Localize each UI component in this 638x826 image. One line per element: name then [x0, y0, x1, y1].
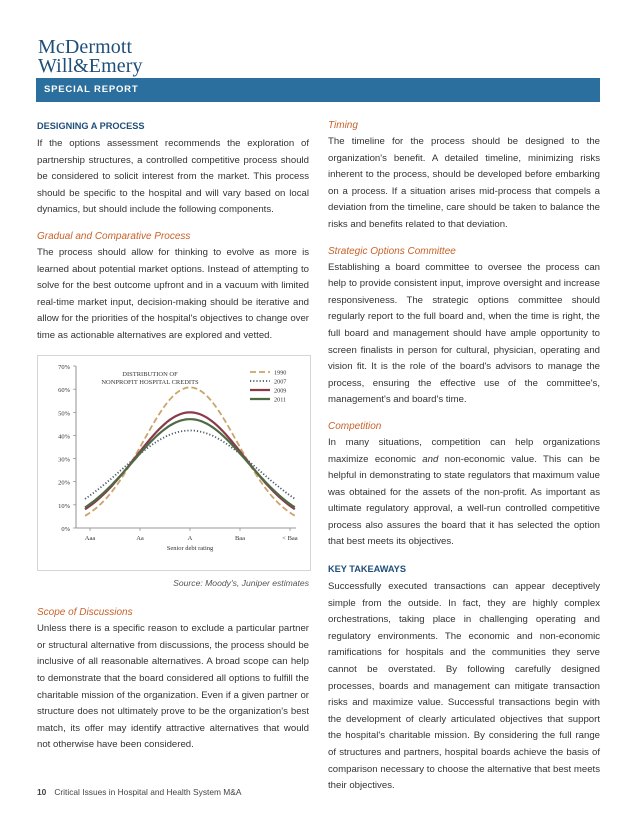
distribution-chart [38, 356, 310, 570]
key-takeaways-paragraph: Successfully executed transactions can appear deceptively simple from the outside. In fact, they are highly complex orchestrations, taking place in challenging operating and regulatory environments. The economic and non-economic ramifications for hospitals and the communities they serve cannot be overstated. By following carefully designed processes, boards and management can mitigate transaction risks and maximize value. Successful transactions begin with the development of clearly articulated objectives that support the hospital's charitable mission. By considering the full range of structures and partners, hospital boards achieve the basis of comparison necessary to choose the alternative that best meets their objectives. [328, 581, 600, 792]
x-tick-label: < Baa [282, 534, 298, 542]
figure-source: Source: Moody's, Juniper estimates [173, 577, 309, 588]
section-heading: DESIGNING A PROCESS [37, 121, 145, 131]
left-column [37, 118, 309, 764]
subheading-gradual-process: Gradual and Comparative Process [37, 230, 191, 242]
x-tick-label: A [187, 534, 193, 542]
x-axis-label: Senior debt rating [166, 544, 214, 552]
timing-paragraph: The timeline for the process should be designed to the organization's benefit. A detailed timeline, minimizing risks inherent to the process, should be developed before embarking on a process. If a situation arises mid-process that compels a deviation from the timeline, care should be taken to balance the risks and benefits related to that deviation. [328, 136, 600, 230]
intro-paragraph: If the options assessment recommends the exploration of partnership structures, a controlled competitive process should be considered to solicit interest from the market. This process should be specific to the hospital and will vary based on local dynamics, but should include the following components. [37, 138, 309, 216]
y-tick-label: 70% [58, 363, 70, 371]
legend-label-2011: 2011 [274, 396, 287, 404]
subheading-timing: Timing [328, 120, 358, 131]
y-tick-label: 60% [58, 386, 70, 394]
competition-text-a: In many situations, competition can help organizations maximize economic [328, 436, 600, 465]
chart-title-line-2: NONPROFIT HOSPITAL CREDITS [101, 378, 199, 386]
subheading-competition: Competition [328, 420, 382, 432]
logo-line-2: Will&Emery [38, 55, 143, 77]
page-number: 10 [37, 787, 47, 797]
x-tick-label: Aaa [84, 534, 96, 542]
y-tick-label: 20% [58, 479, 70, 487]
section-banner [36, 78, 600, 102]
subheading-scope: Scope of Discussions [37, 607, 133, 619]
y-tick-label: 50% [58, 409, 70, 417]
legend-label-2009: 2009 [274, 387, 287, 395]
series-line-2007 [85, 430, 295, 498]
x-tick-label: Aa [136, 534, 144, 542]
series-line-2009 [85, 412, 295, 509]
x-tick-label: Baa [234, 534, 246, 542]
competition-emphasis: and [422, 453, 439, 465]
footer-title: Critical Issues in Hospital and Health System M&A [54, 787, 242, 797]
competition-paragraph [328, 435, 600, 551]
legend-label-2007: 2007 [274, 378, 287, 386]
banner-title: SPECIAL REPORT [44, 84, 139, 95]
committee-paragraph: Establishing a board committee to oversee the process can help to provide consistent input, improve oversight and increase responsiveness. The strategic options committee should regularly report to the full board and, when the time is right, the full board and management should have ample opportunity to screen finalists in person for cultural, physician, operating and vision fit. It is the role of the board's advisors to manage the process, ensuring the effective use of the committee's, management's and board's time. [328, 261, 600, 406]
series-line-1990 [85, 387, 295, 515]
chart-figure [37, 355, 311, 571]
subheading-committee: Strategic Options Committee [328, 245, 456, 257]
y-tick-label: 0% [61, 525, 70, 533]
right-column [328, 118, 600, 805]
y-tick-label: 30% [58, 456, 70, 464]
y-tick-label: 40% [58, 432, 70, 440]
key-takeaways-heading: KEY TAKEAWAYS [328, 564, 406, 575]
y-tick-label: 10% [58, 502, 70, 510]
legend-label-1990: 1990 [274, 369, 287, 377]
gradual-process-paragraph: The process should allow for thinking to evolve as more is learned about potential market options. Instead of attempting to solve for the best outcome upfront and in a vacuum with limited real-time market input, decision-making should be iterative and allow for the priorities of the hospital's objectives to change over time as actionable alternatives are explored and vetted. [37, 246, 309, 341]
company-logo [38, 38, 143, 76]
logo-line-1: McDermott [38, 36, 133, 58]
scope-paragraph: Unless there is a specific reason to exclude a particular partner or structural alternative from discussions, the process should be inclusive of all reasonable alternatives. A broad scope can help to demonstrate that the board considered all options to fulfill the charitable mission of the organization. Even if a given partner or structure does not ultimately prove to be the organization's best match, its offer may identify attractive alternatives that would not otherwise have been considered. [37, 623, 309, 751]
page-footer [37, 787, 241, 797]
chart-title-line-1: DISTRIBUTION OF [122, 370, 178, 378]
series-line-2011 [85, 419, 295, 507]
competition-text-b: non-economic value. This can be helpful in demonstrating to state regulators that maximum value was obtained for the assets of the non-profit. As important as ultimate regulatory approval, a well-run controlled competitive process also assures the board that it has selected the option that best meets its objectives. [328, 453, 601, 548]
